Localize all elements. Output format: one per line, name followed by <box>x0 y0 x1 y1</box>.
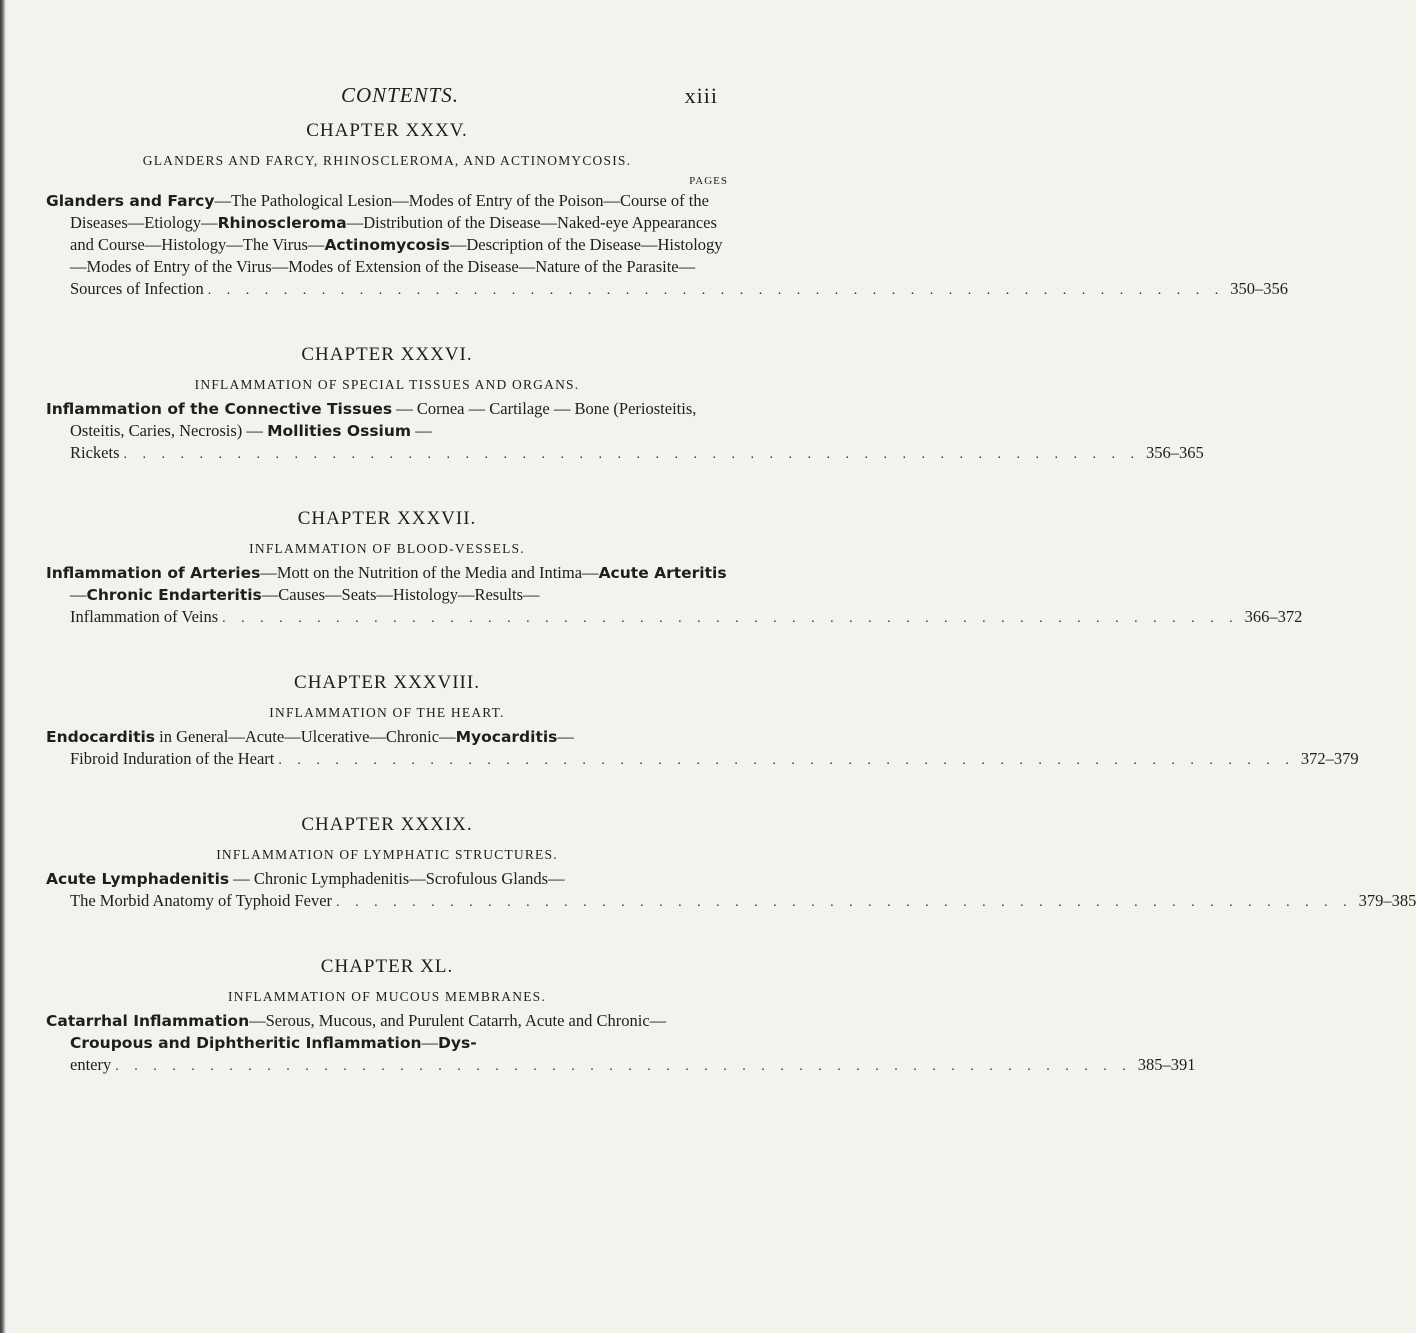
dot-leader: . . . . . . . . . . . . . . . . . . . . . . . . . . . . . . . . . . . . . . . . . . . . . . . . . . . . . . <box>278 753 1295 768</box>
topic-heading: Rhinoscleroma <box>217 214 347 232</box>
dot-leader: . . . . . . . . . . . . . . . . . . . . . . . . . . . . . . . . . . . . . . . . . . . . . . . . . . . . . . <box>115 1059 1132 1074</box>
entry-last-line <box>70 278 1289 302</box>
entry-tail-text: Rickets <box>70 443 120 462</box>
page-range: 372–379 <box>1300 749 1359 768</box>
entry-tail-text: entery <box>70 1055 112 1074</box>
topic-heading: Inflammation of Arteries <box>46 564 261 582</box>
topic-text: — <box>421 1033 439 1052</box>
entry-last-line <box>70 890 1416 914</box>
dot-leader: . . . . . . . . . . . . . . . . . . . . . . . . . . . . . . . . . . . . . . . . . . . . . . . . . . . . . . <box>222 611 1239 626</box>
page-range: 350–356 <box>1230 279 1289 298</box>
topic-heading: Actinomycosis <box>324 236 450 254</box>
topic-text: in General—Acute—Ulcerative—Chronic— <box>155 727 456 746</box>
topic-heading: Acute Arteritis <box>598 564 727 582</box>
entry-tail-text: Inflammation of Veins <box>70 607 219 626</box>
chapter-section <box>46 954 1196 1078</box>
topic-heading: Glanders and Farcy <box>46 192 215 210</box>
dot-leader: . . . . . . . . . . . . . . . . . . . . . . . . . . . . . . . . . . . . . . . . . . . . . . . . . . . . . . <box>336 895 1353 910</box>
topic-heading: Mollities Ossium <box>267 422 412 440</box>
dot-leader: . . . . . . . . . . . . . . . . . . . . . . . . . . . . . . . . . . . . . . . . . . . . . . . . . . . . . . <box>207 283 1225 298</box>
chapter-entry <box>46 726 728 748</box>
topic-text: —Distribution of the Disease—Naked-eye Appearances and Course—Histology—The Virus— <box>70 213 717 254</box>
chapter-heading: CHAPTER XL. <box>320 956 454 977</box>
pages-column-label: PAGES <box>689 175 728 187</box>
entry-tail-text: Fibroid Induration of the Heart <box>70 749 275 768</box>
topic-text: — <box>70 585 87 604</box>
chapter-entry <box>46 190 728 278</box>
chapter-heading: CHAPTER XXXVII. <box>297 508 477 529</box>
topic-heading: Myocarditis <box>455 728 558 746</box>
chapter-subtitle: INFLAMMATION OF MUCOUS MEMBRANES. <box>228 989 546 1004</box>
topic-heading: Endocarditis <box>46 728 156 746</box>
topic-text: — <box>411 421 432 440</box>
entry-last-line-wrap <box>46 748 1359 772</box>
chapter-heading: CHAPTER XXXVIII. <box>294 672 480 693</box>
entry-last-line-wrap <box>46 442 1204 466</box>
entry-last-line <box>70 748 1359 772</box>
chapter-subtitle: INFLAMMATION OF SPECIAL TISSUES AND ORGANS. <box>194 377 580 392</box>
topic-heading: Acute Lymphadenitis <box>46 870 230 888</box>
entry-last-line-wrap <box>46 606 1303 630</box>
chapter-subtitle: INFLAMMATION OF THE HEART. <box>269 705 505 720</box>
topic-text: —Description of the Disease—Histology—Modes of Entry of the Virus—Modes of Extension of the Disease—Nature of the Parasite— <box>70 235 723 276</box>
topic-text: —Mott on the Nutrition of the Media and Intima— <box>260 563 599 582</box>
dot-leader: . . . . . . . . . . . . . . . . . . . . . . . . . . . . . . . . . . . . . . . . . . . . . . . . . . . . . . <box>123 447 1140 462</box>
chapter-section <box>46 118 1289 302</box>
chapter-entry <box>46 868 728 890</box>
chapter-entry <box>46 562 728 606</box>
page-range: 356–365 <box>1146 443 1204 462</box>
chapter-heading: CHAPTER XXXVI. <box>301 344 473 365</box>
topic-text: — Chronic Lymphadenitis—Scrofulous Glands— <box>229 869 565 888</box>
chapter-section <box>46 670 1359 772</box>
page-number: xiii <box>684 83 718 108</box>
binding-edge <box>0 0 6 1333</box>
running-title: CONTENTS. <box>340 83 460 107</box>
page-range: 379–385 <box>1358 891 1416 910</box>
topic-text: —Serous, Mucous, and Purulent Catarrh, Acute and Chronic— <box>249 1011 667 1030</box>
chapter-heading: CHAPTER XXXIX. <box>301 814 473 835</box>
topic-heading: Inflammation of the Connective Tissues <box>46 400 393 418</box>
entry-last-line-wrap <box>46 278 1289 302</box>
entry-last-line <box>70 606 1303 630</box>
chapter-subtitle: INFLAMMATION OF BLOOD-VESSELS. <box>249 541 525 556</box>
page-range: 385–391 <box>1137 1055 1196 1074</box>
topic-text: —The Pathological Lesion—Modes of Entry of the Poison—Course of the Diseases—Etiology— <box>70 191 709 232</box>
entry-last-line-wrap <box>46 890 1416 914</box>
entry-last-line-wrap <box>46 1054 1196 1078</box>
topic-heading: Catarrhal Inflammation <box>46 1012 250 1030</box>
chapter-subtitle: GLANDERS AND FARCY, RHINOSCLEROMA, AND ACTINOMYCOSIS. <box>142 153 632 168</box>
entry-last-line <box>70 1054 1196 1078</box>
entry-tail-text: The Morbid Anatomy of Typhoid Fever <box>70 891 333 910</box>
topic-text: — Cornea — Cartilage — Bone (Periosteitis, Osteitis, Caries, Necrosis) — <box>70 399 697 440</box>
page-range: 366–372 <box>1244 607 1303 626</box>
topic-heading: Chronic Endarteritis <box>86 586 262 604</box>
topic-text: — <box>557 727 574 746</box>
chapter-entry <box>46 1010 728 1054</box>
entry-tail-text: Sources of Infection <box>70 279 204 298</box>
chapter-entry <box>46 398 728 442</box>
entry-last-line <box>70 442 1204 466</box>
chapter-section <box>46 506 1303 630</box>
topic-text: —Causes—Seats—Histology—Results— <box>261 585 540 604</box>
topic-heading: Dys- <box>438 1034 477 1052</box>
chapter-heading: CHAPTER XXXV. <box>306 120 468 141</box>
chapter-section <box>46 342 1204 466</box>
table-of-contents <box>46 118 1416 1078</box>
chapter-subtitle: INFLAMMATION OF LYMPHATIC STRUCTURES. <box>216 847 558 862</box>
topic-heading: Croupous and Diphtheritic Inflammation <box>70 1034 422 1052</box>
chapter-section <box>46 812 1416 914</box>
running-head <box>0 83 800 113</box>
